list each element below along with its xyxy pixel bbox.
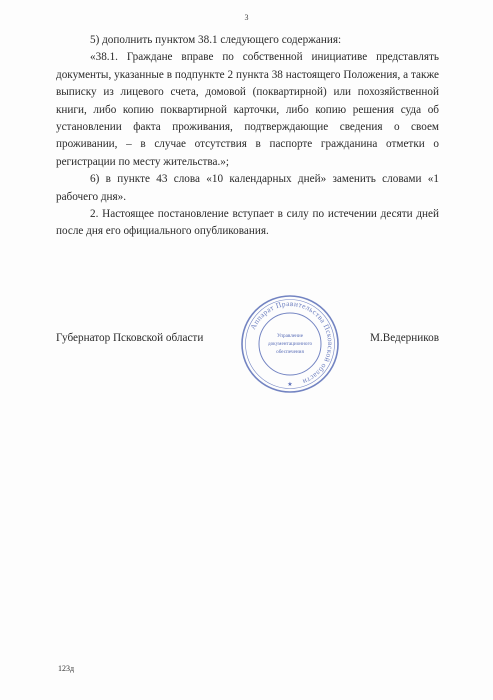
paragraph-item-38-1: «38.1. Граждане вправе по собственной инициативе представлять документы, указанные в подпункте 2 пункта 38 настоящего Положения, а также выписку из лицевого счета, домовой (поквартирной) или похозяйственной книги, либо копию поквартирной карточки, либо копию решения суда об установлении факта проживания, подтверждающие сведения о своем проживании, – в случае отсутствия в паспорте гражданина отметки о регистрации по месту жительства.»;: [56, 51, 439, 168]
seal-inner-line-1: Управление: [276, 333, 304, 339]
seal-inner-line-2: документационного: [267, 341, 313, 347]
seal-star-icon: ★: [287, 381, 293, 388]
paragraph-item-5: 5) дополнить пунктом 38.1 следующего содержания:: [90, 34, 342, 46]
document-body: [56, 32, 439, 241]
page-number: 3: [244, 13, 249, 22]
paragraph-item-6: 6) в пункте 43 слова «10 календарных дней» заменить словами «1 рабочего дня».: [56, 173, 439, 203]
seal-inner-line-3: обеспечения: [276, 349, 304, 355]
signatory-name: М.Ведерников: [370, 332, 439, 344]
paragraph-item-2: 2. Настоящее постановление вступает в силу по истечении десяти дней после дня его официального опубликования.: [56, 208, 439, 238]
document-code: 123д: [58, 664, 75, 673]
signatory-position: Губернатор Псковской области: [56, 332, 204, 344]
official-seal: [238, 292, 342, 396]
seal-outer-text: Аппарат Правительства Псковской области: [248, 298, 336, 387]
